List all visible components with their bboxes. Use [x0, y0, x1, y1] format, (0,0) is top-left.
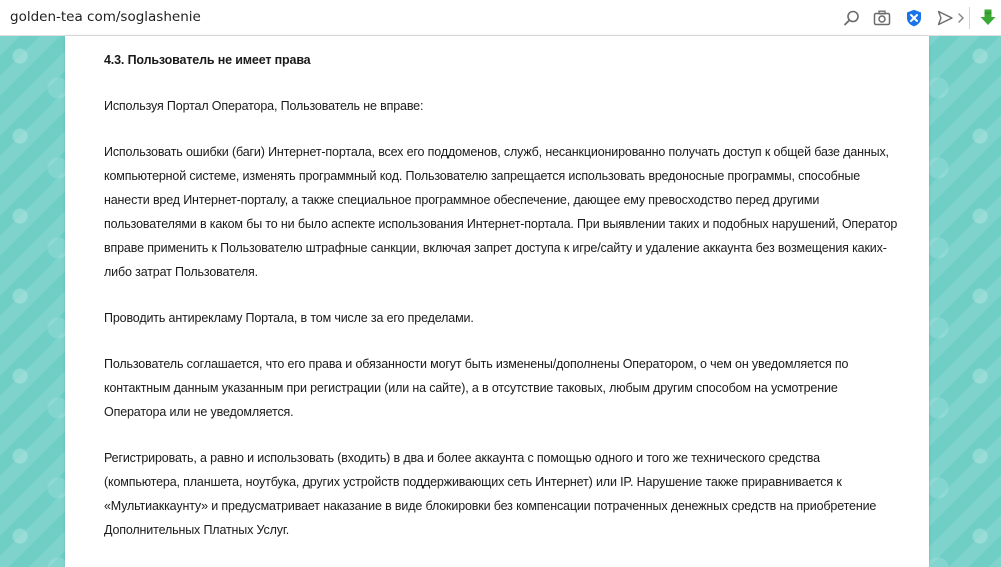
chevron-right-icon[interactable]: [954, 8, 968, 28]
search-icon[interactable]: [842, 8, 862, 28]
section-heading: 4.3. Пользователь не имеет права: [104, 53, 311, 67]
agreement-text: [104, 48, 904, 542]
text-line: Дополнительных Платных Услуг.: [104, 523, 290, 537]
paragraph-antiads: [104, 306, 904, 330]
intro-paragraph: Используя Портал Оператора, Пользователь не вправе:: [104, 99, 424, 113]
text-line: (компьютера, планшета, ноутбука, других устройств поддерживающих сеть Интернет) или IP. Нарушение также приравнивается к: [104, 475, 842, 489]
toolbar-divider: [969, 7, 970, 29]
text-line: Регистрировать, а равно и использовать (входить) в два и более аккаунта с помощью одного и того же технического средства: [104, 451, 820, 465]
text-line: Пользователь соглашается, что его права и обязанности могут быть изменены/дополнены Оператором, о чем он уведомляется по: [104, 357, 849, 371]
address-bar-url[interactable]: golden-tea com/soglashenie: [10, 9, 201, 25]
text-line: «Мультиаккаунту» и предусматривает наказание в виде блокировки без компенсации потраченных денежных средств на приобретение: [104, 499, 877, 513]
shield-extension-icon[interactable]: [904, 8, 924, 28]
paragraph-rights-changes: [104, 352, 904, 424]
text-line: пользователями в каком бы то ни было аспекте использования Интернет-портала. При выявлении таких и подобных нарушений, Оператор: [104, 217, 898, 231]
text-line: Оператора или не уведомляется.: [104, 405, 294, 419]
camera-icon[interactable]: [872, 8, 892, 28]
text-line: компьютерной системе, изменять программный код. Пользователю запрещается использовать вредоносные программы, способные: [104, 169, 861, 183]
text-line: Проводить антирекламу Портала, в том числе за его пределами.: [104, 311, 474, 325]
text-line: Использовать ошибки (баги) Интернет-портала, всех его поддоменов, служб, несанкционированно получать доступ к общей базе данных,: [104, 145, 889, 159]
download-icon[interactable]: [978, 8, 998, 28]
text-line: вправе применить к Пользователю штрафные санкции, включая запрет доступа к игре/сайту и удаление аккаунта без возмещения каких-: [104, 241, 887, 255]
paragraph-bugs: [104, 140, 904, 284]
text-line: нанести вред Интернет-порталу, а также специальное программное обеспечение, дающее ему превосходство перед другими: [104, 193, 820, 207]
paragraph-multiaccount: [104, 446, 904, 542]
text-line: либо затрат Пользователя.: [104, 265, 258, 279]
text-line: контактным данным указанным при регистрации (или на сайте), а в отсутствие таковых, любым другим способом на усмотрение: [104, 381, 838, 395]
send-icon[interactable]: [935, 8, 955, 28]
browser-address-bar: [0, 0, 1001, 36]
